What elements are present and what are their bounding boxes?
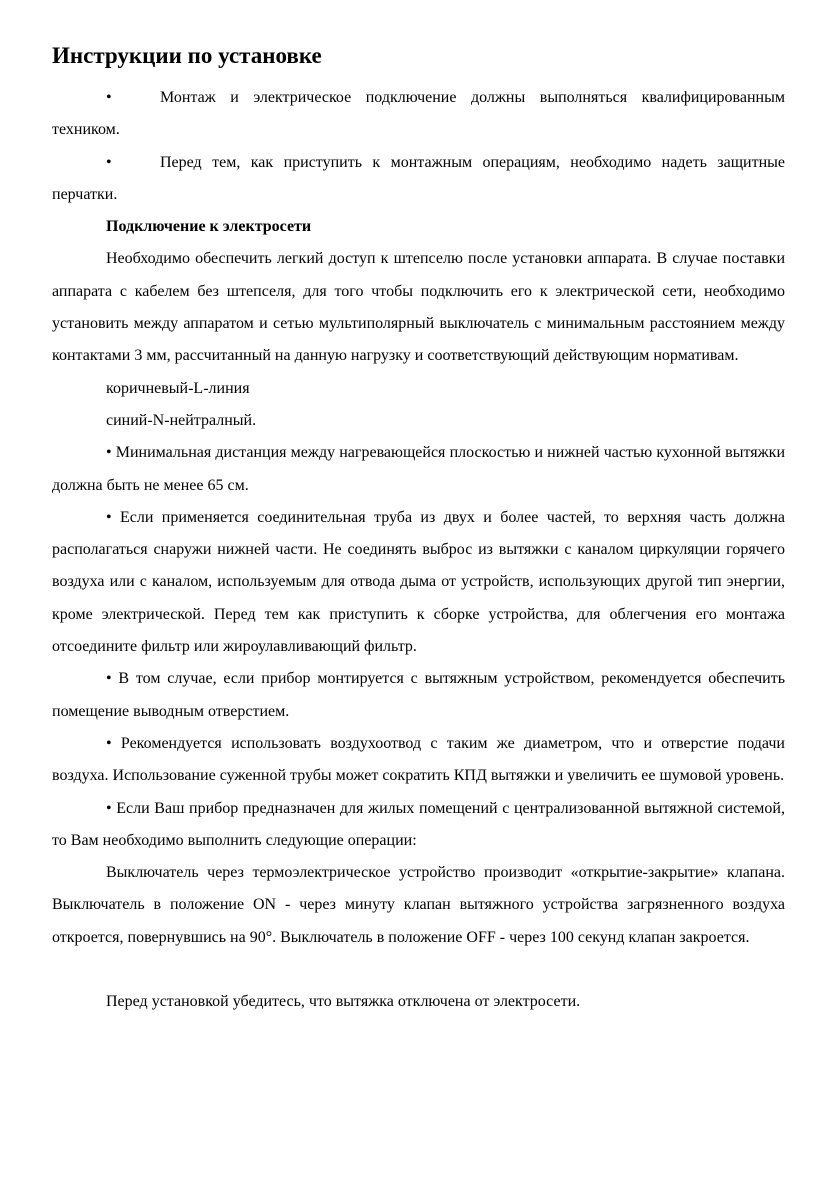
spacer [52, 954, 785, 986]
paragraph: • Минимальная дистанция между нагревающейся плоскостью и нижней частью кухонной вытяжки должна быть не менее 65 см. [52, 444, 785, 494]
final-note: Перед установкой убедитесь, что вытяжка отключена от электросети. [106, 993, 581, 1011]
paragraph: синий-N-нейтралный. [106, 411, 257, 429]
paragraph: Выключатель через термоэлектрическое устройство производит «открытие-закрытие» клапана. Выключатель в положение ON - через минуту клапан вытяжного устройства загрязненного воздуха откроется, повернувшись на 90°. Выключатель в положение OFF - через 100 секунд клапан закроется. [52, 864, 785, 946]
paragraph: • Если применяется соединительная труба из двух и более частей, то верхняя часть должна располагаться снаружи нижней части. Не соединять выброс из вытяжки с каналом циркуляции горячего воздуха или с каналом, используемым для отвода дыма от устройств, использующих другой тип энергии, кроме электрической. Перед тем как приступить к сборке устройства, для облегчения его монтажа отсоедините фильтр или жироулавливающий фильтр. [52, 508, 785, 656]
paragraph: • В том случае, если прибор монтируется с вытяжным устройством, рекомендуется обеспечить помещение выводным отверстием. [52, 670, 785, 720]
bullet-text: Монтаж и электрическое подключение должны выполняться квалифицированным техником. [52, 89, 785, 139]
paragraph: коричневый-L-линия [106, 379, 250, 397]
bullet-glyph: • [106, 89, 112, 106]
page-title: Инструкции по установке [52, 43, 322, 68]
paragraph: Необходимо обеспечить легкий доступ к штепселю после установки аппарата. В случае поставки аппарата с кабелем без штепселя, для того чтобы подключить его к электрической сети, необходимо установить между аппаратом и сетью мультиполярный выключатель с минимальным расстоянием между контактами 3 мм, рассчитанный на данную нагрузку и соответствующий действующим нормативам. [52, 250, 785, 365]
bullet-paragraph [52, 147, 785, 212]
section-heading: Подключение к электросети [106, 218, 312, 236]
document-page [52, 40, 785, 1018]
paragraph: • Рекомендуется использовать воздухоотвод с таким же диаметром, что и отверстие подачи воздуха. Использование суженной трубы может сократить КПД вытяжки и увеличить ее шумовой уровень. [52, 734, 785, 785]
bullet-glyph: • [106, 153, 112, 171]
bullet-paragraph [52, 82, 785, 147]
bullet-text: Перед тем, как приступить к монтажным операциям, необходимо надеть защитные перчатки. [52, 153, 785, 203]
paragraph: • Если Ваш прибор предназначен для жилых помещений с централизованной вытяжной системой, то Вам необходимо выполнить следующие операции: [52, 799, 785, 849]
